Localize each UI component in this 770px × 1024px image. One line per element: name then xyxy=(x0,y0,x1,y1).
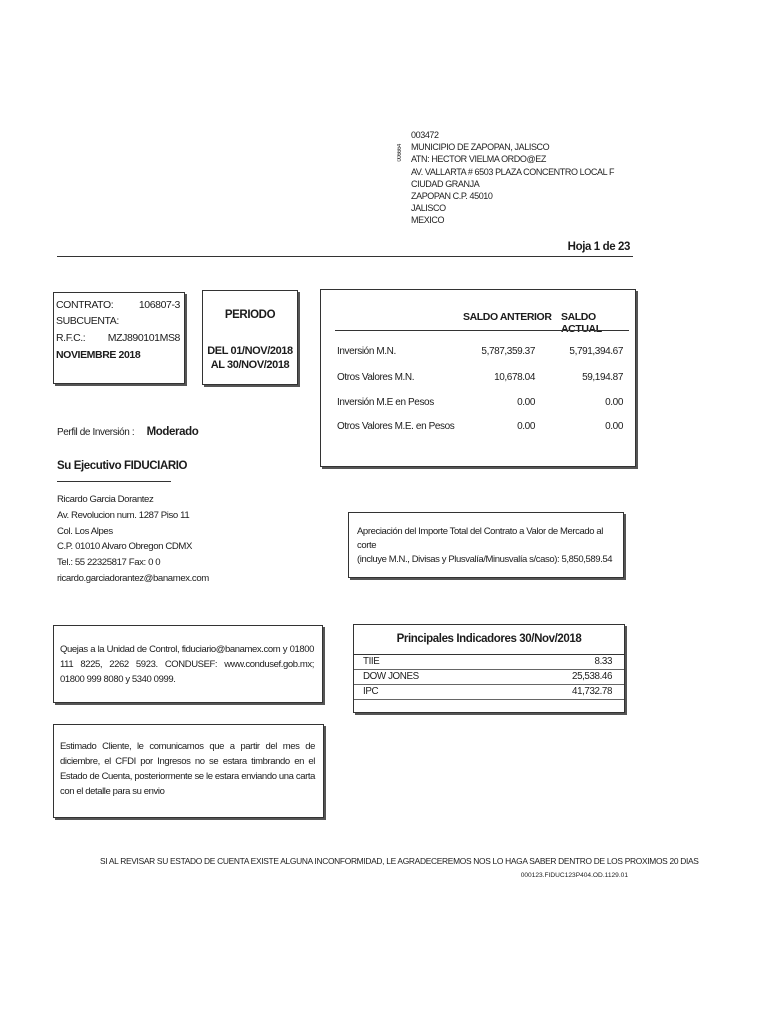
executive-address: C.P. 01010 Alvaro Obregon CDMX xyxy=(57,541,193,553)
executive-email: ricardo.garciadorantez@banamex.com xyxy=(57,572,209,584)
page-number: Hoja 1 de 23 xyxy=(567,241,630,253)
balance-previous: 0.00 xyxy=(517,421,535,432)
period-box xyxy=(202,290,298,385)
header-divider xyxy=(57,256,633,257)
address-line: JALISCO xyxy=(411,203,446,214)
subaccount-label: SUBCUENTA: xyxy=(56,315,119,327)
contract-label: CONTRATO: xyxy=(56,299,114,311)
balance-previous: 10,678.04 xyxy=(494,372,535,383)
rfc-value: MZJ890101MS8 xyxy=(107,332,180,344)
indicator-name: DOW JONES xyxy=(363,671,419,682)
balance-current: 5,791,394.67 xyxy=(569,346,623,357)
investment-profile xyxy=(57,426,198,438)
balance-previous: 5,787,359.37 xyxy=(481,346,535,357)
balance-row-label: Inversión M.E en Pesos xyxy=(337,397,434,408)
balances-header-rule xyxy=(335,330,629,331)
balance-current: 0.00 xyxy=(605,397,623,408)
balances-box xyxy=(320,289,636,467)
indicator-row xyxy=(354,670,624,685)
contract-number: 106807-3 xyxy=(138,299,180,311)
indicators-title: Principales Indicadores 30/Nov/2018 xyxy=(396,633,582,645)
indicator-value: 25,538.46 xyxy=(572,671,612,682)
indicator-row xyxy=(354,685,624,700)
rfc-row xyxy=(56,332,180,344)
indicator-value: 41,732.78 xyxy=(572,686,612,697)
header-previous-balance: SALDO ANTERIOR xyxy=(463,311,552,323)
indicators-box xyxy=(353,624,625,713)
complaints-text: Quejas a la Unidad de Control, fiduciario@banamex.com y 01800 111 8225, 2262 5923. CONDUSEF: www.condusef.gob.mx; 01800 999 8080 y 5340 0999. xyxy=(60,644,314,685)
statement-month: NOVIEMBRE 2018 xyxy=(56,349,141,361)
balance-previous: 0.00 xyxy=(517,397,535,408)
contract-info-box xyxy=(53,292,185,384)
indicator-value: 8.33 xyxy=(594,656,612,667)
executive-phone: Tel.: 55 22325817 Fax: 0 0 xyxy=(57,557,161,569)
address-line: 003472 xyxy=(411,130,439,140)
executive-address: Col. Los Alpes xyxy=(57,525,113,537)
address-side-code: 006664 xyxy=(397,144,403,162)
indicator-row xyxy=(354,655,624,670)
address-line: ATN: HECTOR VIELMA ORDO@EZ xyxy=(411,154,546,165)
address-line: ZAPOPAN C.P. 45010 xyxy=(411,191,493,202)
address-line: MUNICIPIO DE ZAPOPAN, JALISCO xyxy=(411,142,550,153)
market-value-box xyxy=(348,512,624,578)
executive-contact xyxy=(57,492,209,587)
footer-disclaimer: SI AL REVISAR SU ESTADO DE CUENTA EXISTE ALGUNA INCONFORMIDAD, LE AGRADECEREMOS NOS LO HAGA SABER DENTRO DE LOS PROXIMOS 20 DIAS xyxy=(100,856,699,866)
market-value-line: (incluye M.N., Divisas y Plusvalía/Minusvalía s/caso): 5,850,589.54 xyxy=(357,554,613,565)
notice-text: Estimado Cliente, le comunicamos que a partir del mes de diciembre, el CFDI por Ingresos no se estara timbrando en el Estado de Cuenta, posteriormente se le estara enviando una carta con el detalle para su envio xyxy=(60,741,315,797)
balance-row-label: Otros Valores M.N. xyxy=(337,372,415,383)
rfc-label: R.F.C.: xyxy=(56,332,86,344)
address-line: AV. VALLARTA # 6503 PLAZA CONCENTRO LOCAL F xyxy=(411,166,615,177)
executive-title: Su Ejecutivo FIDUCIARIO xyxy=(57,460,188,472)
indicator-name: IPC xyxy=(363,686,379,697)
executive-name: Ricardo Garcia Dorantez xyxy=(57,494,154,505)
executive-title-rule xyxy=(57,481,171,482)
address-line: CIUDAD GRANJA xyxy=(411,178,480,189)
period-to: AL 30/NOV/2018 xyxy=(210,359,290,371)
market-value-text xyxy=(357,525,619,567)
complaints-box xyxy=(53,625,323,703)
period-from: DEL 01/NOV/2018 xyxy=(207,345,293,357)
period-title: PERIODO xyxy=(224,309,276,321)
balance-row-label: Inversión M.N. xyxy=(337,346,396,357)
market-value-line: Apreciación del Importe Total del Contrato a Valor de Mercado al corte xyxy=(357,526,604,551)
profile-label: Perfil de Inversión : xyxy=(57,427,135,438)
subaccount-row xyxy=(56,315,180,327)
balance-row-label: Otros Valores M.E. en Pesos xyxy=(337,421,455,432)
executive-address: Av. Revolucion num. 1287 Piso 11 xyxy=(57,509,190,521)
recipient-address xyxy=(397,129,615,227)
notice-box xyxy=(53,724,324,818)
indicator-name: TIIE xyxy=(363,656,380,667)
profile-value: Moderado xyxy=(146,426,199,438)
balance-current: 0.00 xyxy=(605,421,623,432)
period-dates xyxy=(203,344,297,372)
balance-current: 59,194.87 xyxy=(582,372,623,383)
header-current-balance: SALDO ACTUAL xyxy=(561,311,602,335)
address-line: MEXICO xyxy=(411,215,445,226)
footer-document-code: 000123.FIDUC123P404.OD.1129.01 xyxy=(520,872,628,879)
contract-row xyxy=(56,299,180,311)
